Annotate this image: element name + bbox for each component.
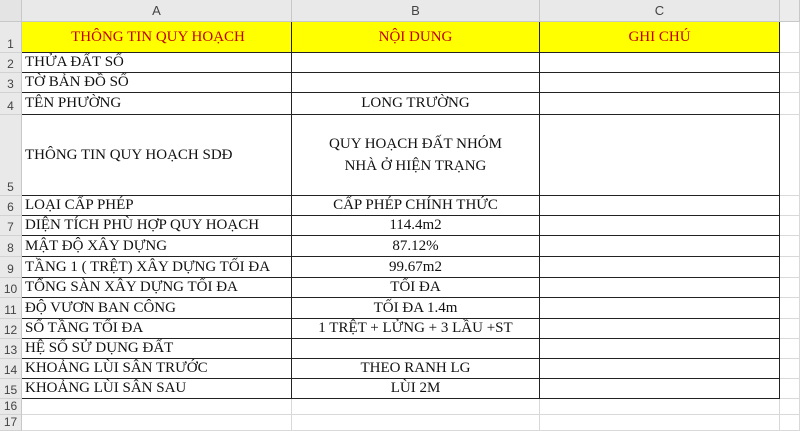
cell-c17[interactable] [540, 415, 780, 431]
cell-a9[interactable]: TẦNG 1 ( TRỆT) XÂY DỰNG TỐI ĐA [22, 257, 292, 278]
cell-a7[interactable]: DIỆN TÍCH PHÙ HỢP QUY HOẠCH [22, 216, 292, 236]
row-header-16[interactable]: 16 [0, 399, 22, 415]
cell-d8[interactable] [780, 236, 800, 257]
cell-d7[interactable] [780, 216, 800, 236]
cell-c13[interactable] [540, 339, 780, 359]
row-header-3[interactable]: 3 [0, 73, 22, 93]
cell-d15[interactable] [780, 379, 800, 399]
cell-c12[interactable] [540, 319, 780, 339]
cell-a12[interactable]: SỐ TẦNG TỐI ĐA [22, 319, 292, 339]
cell-b4[interactable]: LONG TRƯỜNG [292, 93, 540, 115]
row-header-10[interactable]: 10 [0, 278, 22, 298]
cell-a16[interactable] [22, 399, 292, 415]
row-header-6[interactable]: 6 [0, 196, 22, 216]
cell-b5[interactable]: QUY HOẠCH ĐẤT NHÓM NHÀ Ở HIỆN TRẠNG [292, 115, 540, 196]
cell-b12[interactable]: 1 TRỆT + LỬNG + 3 LẦU +ST [292, 319, 540, 339]
cell-b6[interactable]: CẤP PHÉP CHÍNH THỨC [292, 196, 540, 216]
cell-c14[interactable] [540, 359, 780, 379]
header-cell-ghi-chu[interactable]: GHI CHÚ [540, 22, 780, 53]
row-header-11[interactable]: 11 [0, 298, 22, 319]
cell-b9[interactable]: 99.67m2 [292, 257, 540, 278]
cell-d10[interactable] [780, 278, 800, 298]
cell-d9[interactable] [780, 257, 800, 278]
cell-d2[interactable] [780, 53, 800, 73]
cell-c11[interactable] [540, 298, 780, 319]
cell-d4[interactable] [780, 93, 800, 115]
cell-c2[interactable] [540, 53, 780, 73]
cell-d12[interactable] [780, 319, 800, 339]
column-header-c[interactable]: C [540, 0, 780, 22]
cell-c5[interactable] [540, 115, 780, 196]
cell-c8[interactable] [540, 236, 780, 257]
cell-b7[interactable]: 114.4m2 [292, 216, 540, 236]
row-header-17[interactable]: 17 [0, 415, 22, 431]
cell-d17[interactable] [780, 415, 800, 431]
cell-d11[interactable] [780, 298, 800, 319]
cell-b11[interactable]: TỐI ĐA 1.4m [292, 298, 540, 319]
row-header-5[interactable]: 5 [0, 115, 22, 196]
cell-a3[interactable]: TỜ BẢN ĐỒ SỐ [22, 73, 292, 93]
column-header-d[interactable] [780, 0, 800, 22]
cell-b17[interactable] [292, 415, 540, 431]
cell-a2[interactable]: THỬA ĐẤT SỐ [22, 53, 292, 73]
row-header-15[interactable]: 15 [0, 379, 22, 399]
cell-a14[interactable]: KHOẢNG LÙI SÂN TRƯỚC [22, 359, 292, 379]
cell-d6[interactable] [780, 196, 800, 216]
cell-d16[interactable] [780, 399, 800, 415]
cell-b13[interactable] [292, 339, 540, 359]
cell-c3[interactable] [540, 73, 780, 93]
cell-a13[interactable]: HỆ SỐ SỬ DỤNG ĐẤT [22, 339, 292, 359]
cell-b8[interactable]: 87.12% [292, 236, 540, 257]
cell-a8[interactable]: MẬT ĐỘ XÂY DỰNG [22, 236, 292, 257]
cell-a10[interactable]: TỔNG SÀN XÂY DỰNG TỐI ĐA [22, 278, 292, 298]
cell-c15[interactable] [540, 379, 780, 399]
cell-a5[interactable]: THÔNG TIN QUY HOẠCH SDĐ [22, 115, 292, 196]
row-header-7[interactable]: 7 [0, 216, 22, 236]
cell-c7[interactable] [540, 216, 780, 236]
row-header-14[interactable]: 14 [0, 359, 22, 379]
cell-d3[interactable] [780, 73, 800, 93]
row-header-1[interactable]: 1 [0, 22, 22, 53]
cell-d13[interactable] [780, 339, 800, 359]
cell-a6[interactable]: LOẠI CẤP PHÉP [22, 196, 292, 216]
column-header-a[interactable]: A [22, 0, 292, 22]
row-header-12[interactable]: 12 [0, 319, 22, 339]
row-header-8[interactable]: 8 [0, 236, 22, 257]
cell-b3[interactable] [292, 73, 540, 93]
cell-d1[interactable] [780, 22, 800, 53]
row-header-2[interactable]: 2 [0, 53, 22, 73]
header-cell-noi-dung[interactable]: NỘI DUNG [292, 22, 540, 53]
cell-b14[interactable]: THEO RANH LG [292, 359, 540, 379]
row-header-13[interactable]: 13 [0, 339, 22, 359]
cell-c6[interactable] [540, 196, 780, 216]
cell-c16[interactable] [540, 399, 780, 415]
cell-b16[interactable] [292, 399, 540, 415]
cell-d5[interactable] [780, 115, 800, 196]
cell-b15[interactable]: LÙI 2M [292, 379, 540, 399]
cell-c4[interactable] [540, 93, 780, 115]
cell-c9[interactable] [540, 257, 780, 278]
column-header-b[interactable]: B [292, 0, 540, 22]
cell-a15[interactable]: KHOẢNG LÙI SÂN SAU [22, 379, 292, 399]
row-header-4[interactable]: 4 [0, 93, 22, 115]
cell-a4[interactable]: TÊN PHƯỜNG [22, 93, 292, 115]
cell-b10[interactable]: TỐI ĐA [292, 278, 540, 298]
row-header-9[interactable]: 9 [0, 257, 22, 278]
cell-a17[interactable] [22, 415, 292, 431]
cell-b2[interactable] [292, 53, 540, 73]
header-cell-thong-tin[interactable]: THÔNG TIN QUY HOẠCH [22, 22, 292, 53]
cell-a11[interactable]: ĐỘ VƯƠN BAN CÔNG [22, 298, 292, 319]
select-all-corner[interactable] [0, 0, 22, 22]
cell-c10[interactable] [540, 278, 780, 298]
cell-d14[interactable] [780, 359, 800, 379]
